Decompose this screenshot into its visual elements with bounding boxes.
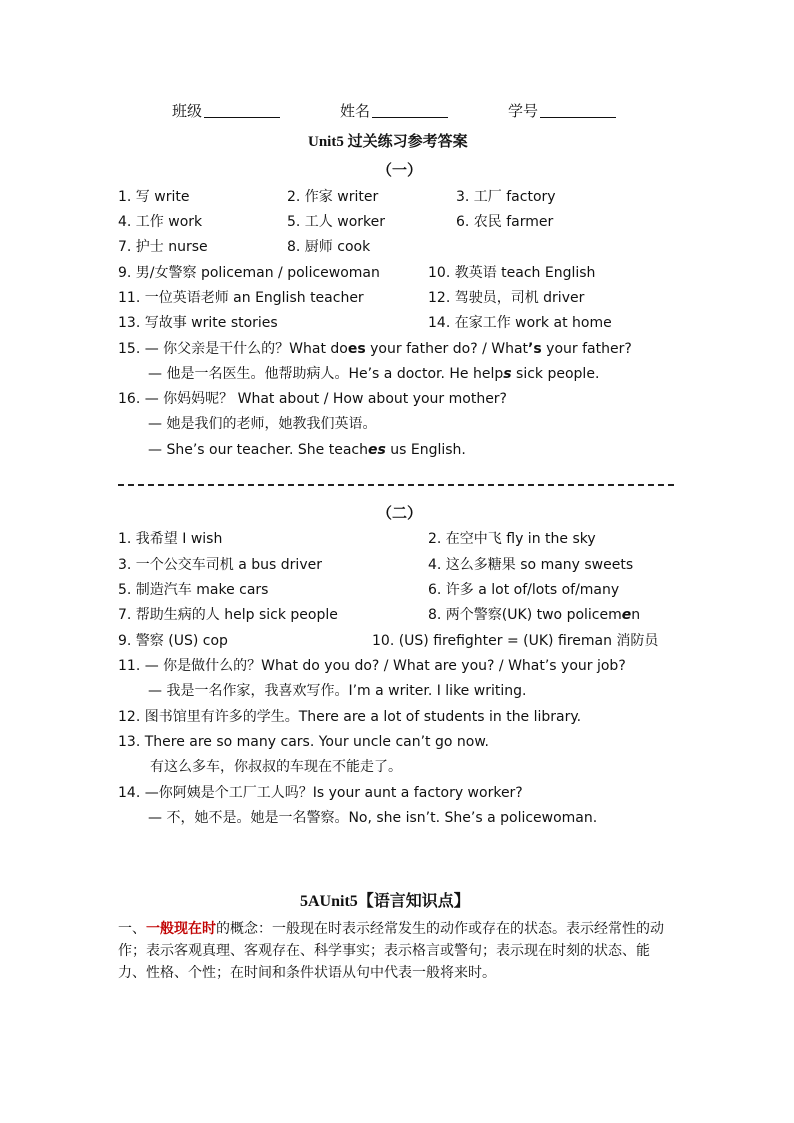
p2-item-1: 1. 我希望 I wish — [118, 531, 223, 547]
p1-item-9: 9. 男/女警察 policeman / policewoman — [118, 265, 380, 281]
p1-item-4: 4. 工作 work — [118, 214, 203, 230]
p1-item-6: 6. 农民 farmer — [456, 214, 554, 230]
name-label: 姓名 — [340, 102, 371, 120]
p1-q16-answer-en — [148, 441, 466, 459]
p1-item-2: 2. 作家 writer — [287, 189, 379, 205]
para-prefix: 一、 — [118, 921, 146, 937]
p2-q13-en: 13. There are so many cars. Your uncle can’t go now. — [118, 734, 489, 750]
p2-item-9: 9. 警察 (US) cop — [118, 633, 228, 649]
part2-title: （二） — [377, 506, 423, 522]
name-field[interactable] — [340, 102, 448, 120]
text: — She’s our teacher. She teach — [148, 442, 368, 458]
part1-title: （一） — [377, 163, 423, 179]
p1-item-3: 3. 工厂 factory — [456, 189, 556, 205]
p1-item-11: 11. 一位英语老师 an English teacher — [118, 290, 364, 306]
p1-item-8: 8. 厨师 cook — [287, 239, 371, 255]
p1-item-14: 14. 在家工作 work at home — [428, 315, 612, 331]
emphasis: es — [367, 442, 386, 458]
p2-item-3: 3. 一个公交车司机 a bus driver — [118, 557, 322, 573]
p1-item-13: 13. 写故事 write stories — [118, 315, 278, 331]
class-blank[interactable] — [204, 103, 280, 118]
highlight-term: 一般现在时 — [146, 921, 216, 937]
text: — 他是一名医生。他帮助病人。He’s a doctor. He help — [148, 366, 504, 382]
p1-q16-question: 16. — 你妈妈呢？ What about / How about your mother? — [118, 391, 507, 407]
student-id-blank[interactable] — [540, 103, 616, 118]
section-title: 5AUnit5【语言知识点】 — [300, 893, 470, 910]
p2-item-10: 10. (US) firefighter = (UK) fireman 消防员 — [372, 633, 659, 649]
text: 15. — 你父亲是干什么的？What do — [118, 341, 348, 357]
text: sick people. — [511, 366, 600, 382]
p2-item-2: 2. 在空中飞 fly in the sky — [428, 531, 596, 547]
text: your father? — [541, 341, 632, 357]
text: 8. 两个警察(UK) two policem — [428, 607, 622, 623]
p1-q15-question — [118, 340, 632, 358]
p2-item-5: 5. 制造汽车 make cars — [118, 582, 269, 598]
p1-q16-answer-cn: — 她是我们的老师，她教我们英语。 — [148, 416, 377, 432]
p2-q13-cn: 有这么多车，你叔叔的车现在不能走了。 — [150, 759, 402, 775]
p2-item-4: 4. 这么多糖果 so many sweets — [428, 557, 634, 573]
text: us English. — [385, 442, 466, 458]
section-paragraph — [118, 918, 670, 984]
p1-item-12: 12. 驾驶员，司机 driver — [428, 290, 585, 306]
page-title: Unit5 过关练习参考答案 — [308, 134, 468, 150]
p1-q15-answer — [148, 365, 599, 383]
class-field[interactable] — [172, 102, 280, 120]
emphasis: e — [621, 607, 632, 623]
emphasis: s — [503, 366, 512, 382]
p2-item-7: 7. 帮助生病的人 help sick people — [118, 607, 338, 623]
para-body: 的概念：一般现在时表示经常发生的动作或存在的状态。表示经常性的动作；表示客观真理、客观存在、科学事实；表示格言或警句；表示现在时刻的状态、能力、性格、个性；在时间和条件状语从句中代表一般将来时。 — [118, 921, 664, 981]
p2-item-6: 6. 许多 a lot of/lots of/many — [428, 582, 620, 598]
text: n — [631, 607, 641, 623]
p1-item-7: 7. 护士 nurse — [118, 239, 208, 255]
section-divider — [118, 484, 674, 486]
student-id-label: 学号 — [508, 102, 539, 120]
p2-q12: 12. 图书馆里有许多的学生。There are a lot of students in the library. — [118, 709, 582, 725]
class-label: 班级 — [172, 102, 203, 120]
p2-q11-answer: — 我是一名作家，我喜欢写作。I’m a writer. I like writing. — [148, 683, 527, 699]
p2-q11-question: 11. — 你是做什么的？What do you do? / What are you? / What’s your job? — [118, 658, 626, 674]
emphasis: es — [347, 341, 366, 357]
text: your father do? / What — [365, 341, 529, 357]
p2-q14-answer: — 不，她不是。她是一名警察。No, she isn’t. She’s a policewoman. — [148, 810, 598, 826]
emphasis: ’s — [528, 341, 542, 357]
p2-q14-question: 14. —你阿姨是个工厂工人吗？Is your aunt a factory worker? — [118, 785, 523, 801]
p1-item-1: 1. 写 write — [118, 189, 190, 205]
p2-item-8 — [428, 606, 640, 624]
p1-item-10: 10. 教英语 teach English — [428, 265, 596, 281]
name-blank[interactable] — [372, 103, 448, 118]
student-id-field[interactable] — [508, 102, 616, 120]
p1-item-5: 5. 工人 worker — [287, 214, 386, 230]
